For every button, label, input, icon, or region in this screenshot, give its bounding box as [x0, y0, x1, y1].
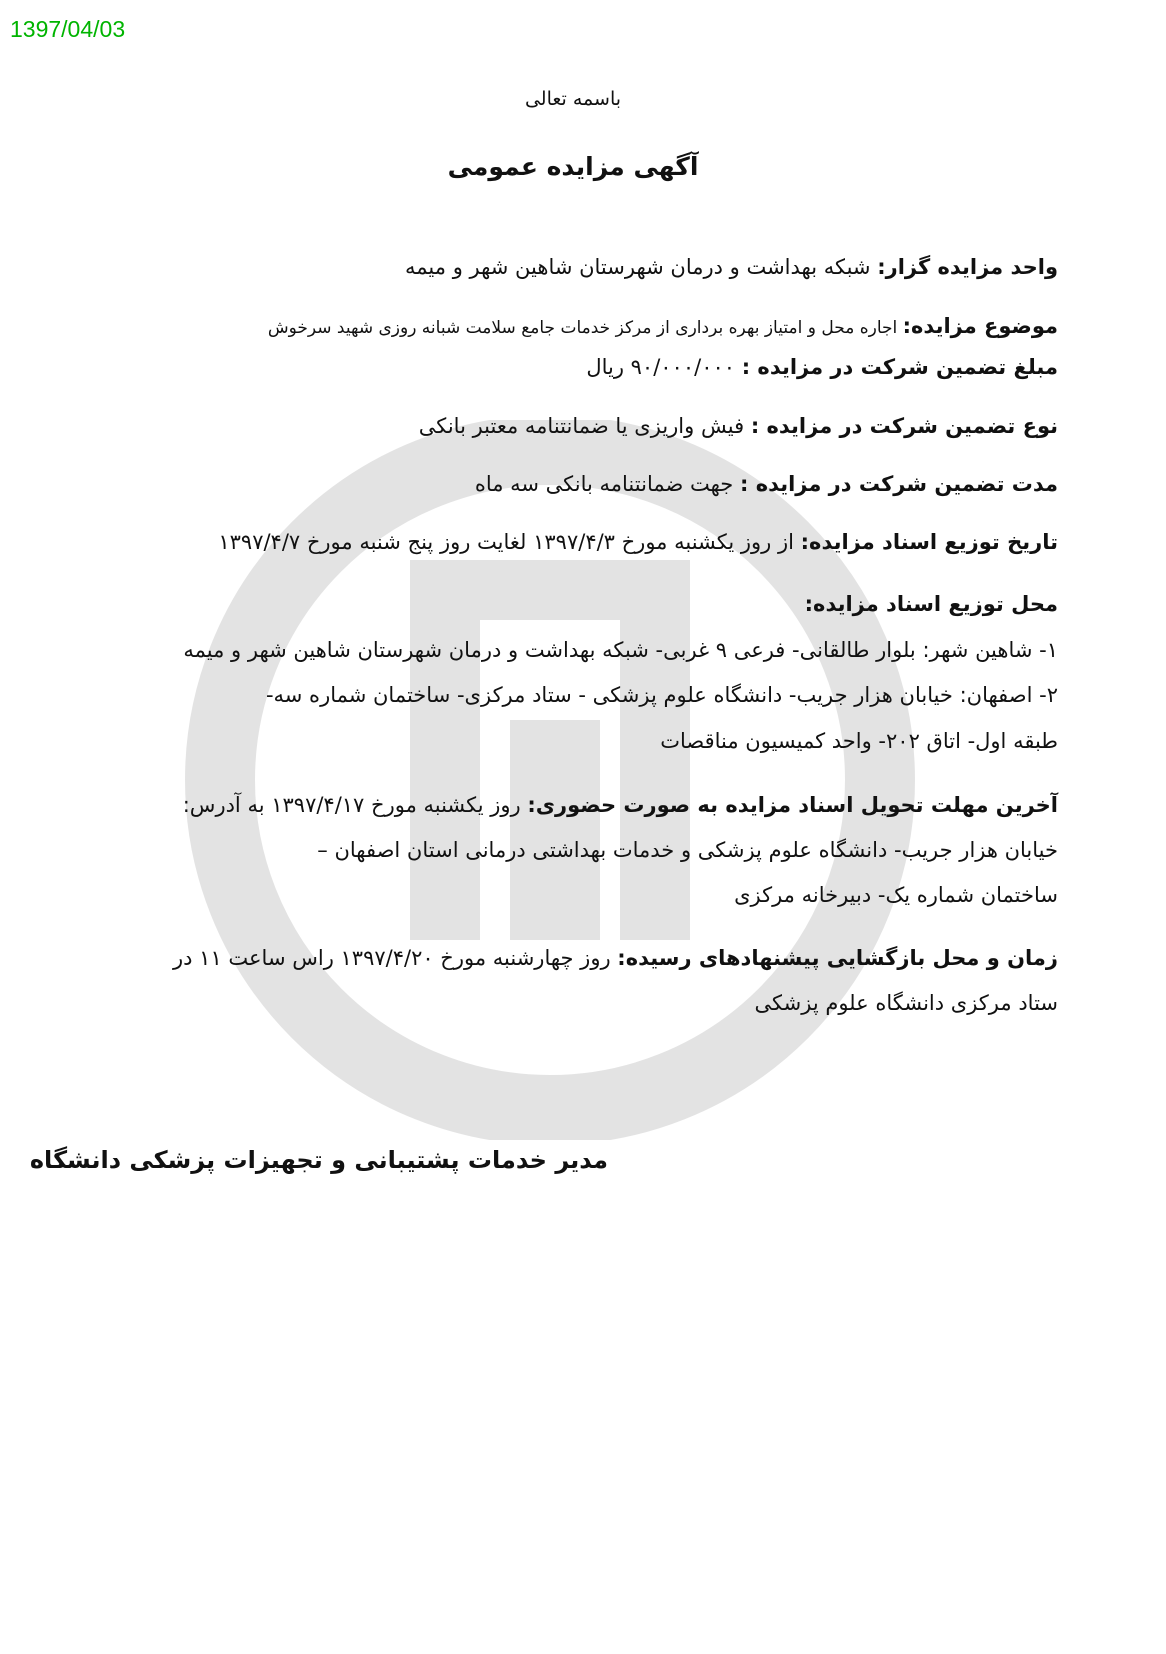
- opening-line-2: ستاد مرکزی دانشگاه علوم پزشکی: [754, 991, 1058, 1015]
- subject-row: [88, 314, 1058, 339]
- organizer-row: [88, 255, 1058, 280]
- distribution-place-item-1: ۱- شاهین شهر: بلوار طالقانی- فرعی ۹ غربی- شبکه بهداشت و درمان شهرستان شاهین شهر و میمه: [183, 638, 1058, 662]
- organizer-label: واحد مزایده گزار:: [877, 255, 1058, 279]
- distribution-place-label: محل توزیع اسناد مزایده:: [804, 592, 1058, 616]
- guarantee-duration-row: [88, 472, 1058, 497]
- subject-value: اجاره محل و امتیاز بهره برداری از مرکز خدمات جامع سلامت شبانه روزی شهید سرخوش: [267, 318, 898, 338]
- distribution-date-row: [88, 530, 1058, 555]
- guarantee-duration-value: جهت ضمانتنامه بانکی سه ماه: [474, 472, 734, 496]
- guarantee-amount-label: مبلغ تضمین شرکت در مزایده :: [741, 355, 1058, 379]
- salutation: باسمه تعالی: [524, 88, 622, 110]
- subject-label: موضوع مزایده:: [902, 314, 1058, 338]
- publish-date: 1397/04/03: [10, 16, 126, 42]
- signature: مدیر خدمات پشتیبانی و تجهیزات پزشکی دانشگاه: [29, 1146, 608, 1174]
- delivery-deadline-value: روز یکشنبه مورخ ۱۳۹۷/۴/۱۷ به آدرس:: [182, 793, 521, 817]
- delivery-deadline-row: [88, 793, 1058, 818]
- delivery-deadline-label: آخرین مهلت تحویل اسناد مزایده به صورت حضوری:: [527, 793, 1058, 817]
- distribution-place-item-2: ۲- اصفهان: خیابان هزار جریب- دانشگاه علوم پزشکی - ستاد مرکزی- ساختمان شماره سه-: [265, 683, 1058, 707]
- distribution-date-label: تاریخ توزیع اسناد مزایده:: [800, 530, 1058, 554]
- delivery-deadline-line-3: ساختمان شماره یک- دبیرخانه مرکزی: [734, 883, 1058, 907]
- guarantee-type-value: فیش واریزی یا ضمانتنامه معتبر بانکی: [418, 414, 745, 438]
- watermark-logo: [170, 420, 930, 1140]
- opening-label: زمان و محل بازگشایی پیشنهادهای رسیده:: [617, 946, 1058, 970]
- guarantee-amount-value: ۹۰/۰۰۰/۰۰۰ ریال: [586, 355, 736, 379]
- distribution-place-row: [88, 592, 1058, 617]
- notice-title: آگهی مزایده عمومی: [447, 152, 699, 181]
- opening-value: روز چهارشنبه مورخ ۱۳۹۷/۴/۲۰ راس ساعت ۱۱ در: [173, 946, 611, 970]
- distribution-place-item-3: طبقه اول- اتاق ۲۰۲- واحد کمیسیون مناقصات: [660, 729, 1058, 753]
- guarantee-type-row: [88, 414, 1058, 439]
- opening-row: [88, 946, 1058, 971]
- guarantee-duration-label: مدت تضمین شرکت در مزایده :: [739, 472, 1058, 496]
- delivery-deadline-line-2: خیابان هزار جریب- دانشگاه علوم پزشکی و خدمات بهداشتی درمانی استان اصفهان –: [317, 838, 1058, 862]
- organizer-value: شبکه بهداشت و درمان شهرستان شاهین شهر و میمه: [405, 255, 871, 279]
- distribution-date-value: از روز یکشنبه مورخ ۱۳۹۷/۴/۳ لغایت روز پنج شنبه مورخ ۱۳۹۷/۴/۷: [218, 530, 794, 554]
- guarantee-type-label: نوع تضمین شرکت در مزایده :: [750, 414, 1058, 438]
- guarantee-amount-row: [88, 355, 1058, 380]
